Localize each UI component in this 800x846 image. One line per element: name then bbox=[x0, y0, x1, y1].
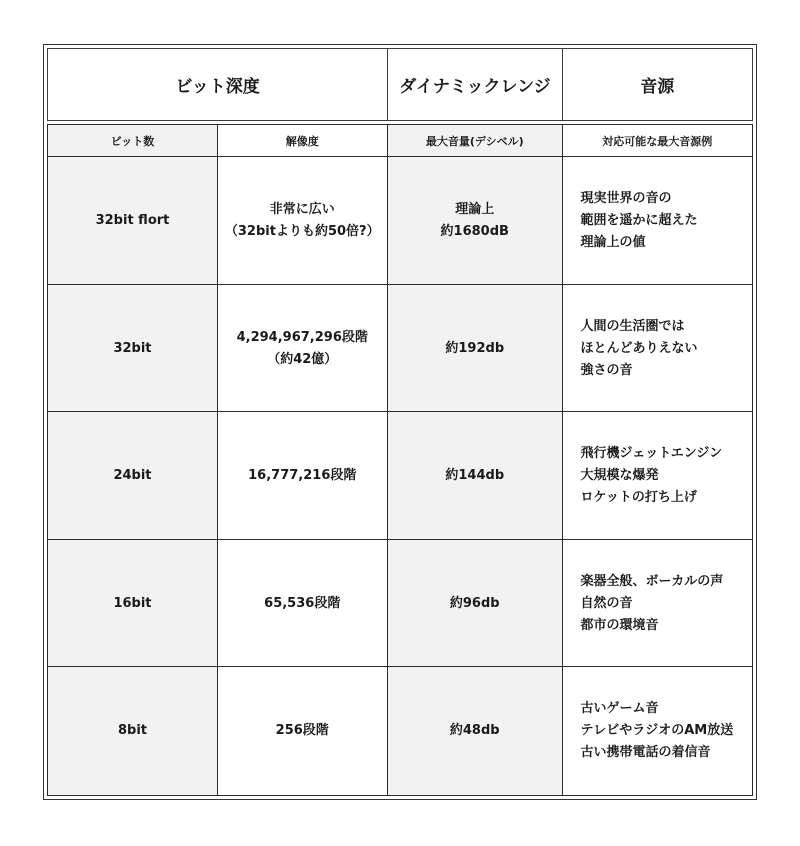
max-volume-cell bbox=[387, 411, 564, 542]
bits-cell: 8bit bbox=[47, 666, 218, 797]
examples-cell bbox=[562, 411, 754, 542]
resolution-line: 256段階 bbox=[275, 722, 329, 738]
max-volume-line: 約144db bbox=[445, 468, 505, 484]
resolution-cell bbox=[217, 539, 389, 669]
max-volume-line: 理論上 bbox=[455, 202, 495, 218]
max-volume-cell bbox=[387, 666, 564, 797]
resolution-line: 4,294,967,296段階 bbox=[236, 330, 368, 345]
table-row bbox=[47, 667, 753, 796]
example-line: 現実世界の音の bbox=[580, 191, 672, 207]
max-volume-line: 約48db bbox=[449, 722, 500, 738]
header-example-sources: 対応可能な最大音源例 bbox=[562, 124, 754, 158]
table-row bbox=[47, 413, 753, 542]
examples-cell bbox=[562, 539, 754, 669]
bit-depth-table bbox=[47, 48, 753, 796]
resolution-line: 65,536段階 bbox=[264, 595, 341, 611]
max-volume-line: 約192db bbox=[445, 341, 505, 356]
sub-header-row bbox=[47, 124, 753, 158]
resolution-line: 16,777,216段階 bbox=[248, 468, 357, 484]
title-sound-source: 音源 bbox=[562, 48, 753, 121]
example-line: 飛行機ジェットエンジン bbox=[580, 446, 723, 462]
title-row bbox=[47, 48, 753, 121]
examples-cell bbox=[562, 156, 754, 288]
header-bits: ビット数 bbox=[47, 124, 218, 158]
example-line: 楽器全般、ボーカルの声 bbox=[580, 573, 724, 589]
example-line: 理論上の値 bbox=[580, 235, 646, 251]
example-line: テレビやラジオのAM放送 bbox=[580, 722, 734, 738]
example-line: ロケットの打ち上げ bbox=[580, 490, 697, 506]
bits-cell: 24bit bbox=[47, 411, 218, 542]
bits-cell: 32bit flort bbox=[47, 156, 218, 288]
resolution-line: （約42億） bbox=[267, 352, 338, 367]
bits-cell: 16bit bbox=[47, 539, 218, 669]
title-dynamic-range: ダイナミックレンジ bbox=[387, 48, 563, 121]
table-row bbox=[47, 286, 753, 415]
table-row bbox=[47, 540, 753, 669]
example-line: 古い携帯電話の着信音 bbox=[580, 744, 711, 760]
resolution-line: （32bitよりも約50倍?） bbox=[224, 224, 380, 240]
resolution-cell bbox=[217, 284, 389, 414]
example-line: 古いゲーム音 bbox=[580, 700, 659, 716]
example-line: 大規模な爆発 bbox=[580, 468, 659, 484]
max-volume-line: 約96db bbox=[449, 595, 500, 611]
example-line: 都市の環境音 bbox=[580, 617, 659, 633]
max-volume-line: 約1680dB bbox=[440, 224, 509, 240]
resolution-cell bbox=[217, 156, 389, 288]
max-volume-cell bbox=[387, 539, 564, 669]
max-volume-cell bbox=[387, 156, 564, 288]
bits-cell: 32bit bbox=[47, 284, 218, 414]
example-line: 人間の生活圏では bbox=[580, 319, 685, 334]
table-row bbox=[47, 157, 753, 287]
max-volume-cell bbox=[387, 284, 564, 414]
title-bit-depth: ビット深度 bbox=[47, 48, 388, 121]
example-line: 強さの音 bbox=[580, 363, 633, 378]
examples-cell bbox=[562, 666, 754, 797]
examples-cell bbox=[562, 284, 754, 414]
header-max-volume: 最大音量(デシベル) bbox=[387, 124, 564, 158]
example-line: ほとんどありえない bbox=[580, 341, 698, 356]
example-line: 範囲を遥かに超えた bbox=[580, 213, 698, 229]
resolution-line: 非常に広い bbox=[269, 202, 335, 218]
resolution-cell bbox=[217, 666, 389, 797]
resolution-cell bbox=[217, 411, 389, 542]
example-line: 自然の音 bbox=[580, 595, 633, 611]
header-resolution: 解像度 bbox=[217, 124, 389, 158]
